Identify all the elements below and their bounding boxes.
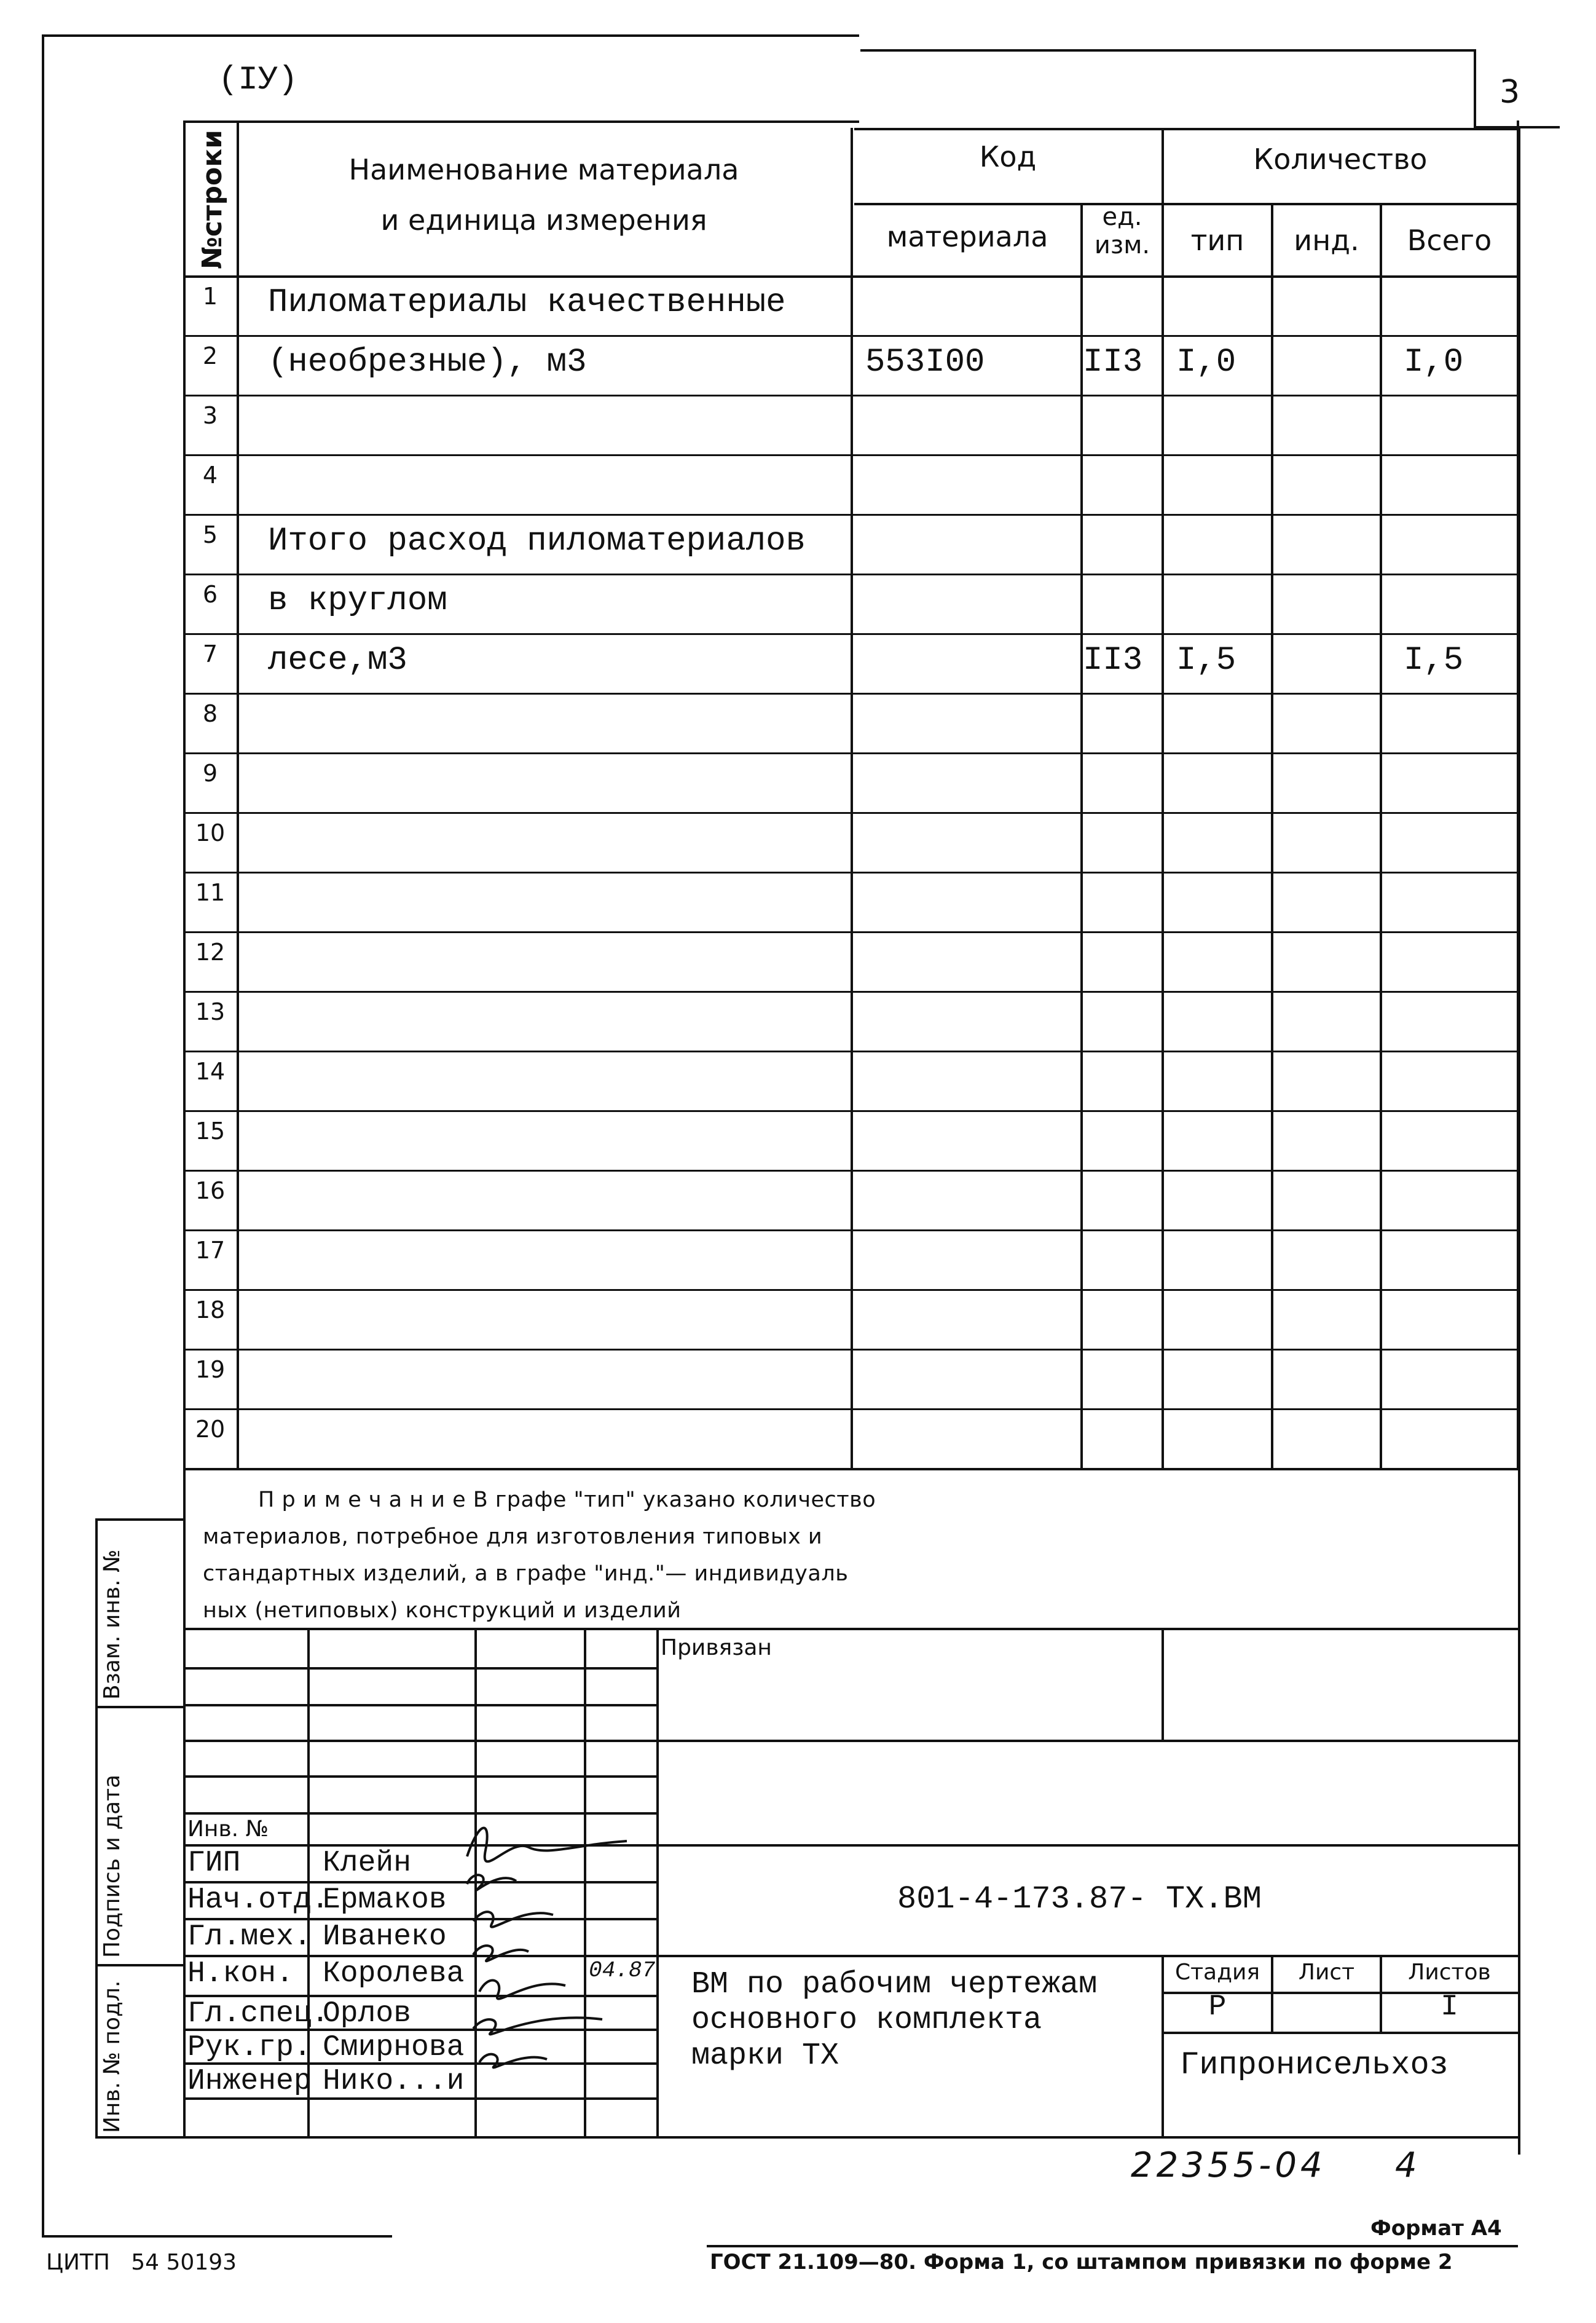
row-number: 3 — [202, 402, 218, 429]
row-number: 1 — [202, 283, 218, 310]
stage-value: Р — [1208, 1990, 1227, 2024]
table-row — [183, 275, 1518, 335]
signatory-role: ГИП — [187, 1847, 241, 1880]
signatory-role: Рук.гр. — [187, 2031, 312, 2064]
cell-code: 553I00 — [865, 344, 985, 381]
signatory-role: Инженер — [187, 2065, 312, 2098]
note-line-2: материалов, потребное для изготовления типовых и — [203, 1524, 823, 1549]
organization-name: Гипронисельхоз — [1180, 2047, 1449, 2083]
table-row — [183, 1349, 1518, 1408]
vzam-inv-label: Взам. инв. № — [100, 1549, 125, 1700]
signatory-role: Н.кон. — [187, 1957, 294, 1990]
table-row — [183, 991, 1518, 1051]
table-row — [183, 633, 1518, 693]
table-row — [183, 395, 1518, 454]
section-marker: (IУ) — [218, 61, 298, 99]
cell-type: I,0 — [1176, 344, 1236, 381]
materials-table-body — [183, 275, 1518, 1470]
col-qty-header: Количество — [1253, 143, 1428, 176]
row-number: 8 — [202, 700, 218, 727]
stage-label: Стадия — [1174, 1960, 1260, 1985]
signatory-role: Гл.мех. — [187, 1920, 312, 1954]
row-number: 20 — [195, 1416, 226, 1443]
table-row — [183, 693, 1518, 752]
row-number: 4 — [202, 462, 218, 489]
cell-name: лесе,м3 — [268, 642, 407, 679]
table-row — [183, 335, 1518, 395]
table-row — [183, 514, 1518, 574]
document-title-line-1: ВМ по рабочим чертежам — [691, 1967, 1098, 2002]
col-code-material-header: материала — [886, 220, 1048, 253]
signatory-role: Нач.отд. — [187, 1883, 329, 1917]
row-number: 11 — [195, 879, 226, 906]
table-row — [183, 454, 1518, 514]
sheets-value: I — [1441, 1990, 1458, 2024]
row-number: 16 — [195, 1177, 226, 1204]
document-title-line-2: основного комплекта — [691, 2003, 1042, 2038]
row-number: 17 — [195, 1237, 226, 1264]
row-number: 2 — [202, 342, 218, 369]
col-ind-header: инд. — [1294, 224, 1359, 257]
note-line-1: П р и м е ч а н и е В графе "тип" указано количество — [258, 1488, 876, 1512]
row-number: 14 — [195, 1058, 226, 1085]
cell-unit: II3 — [1083, 642, 1143, 679]
approval-date: 04.87 — [589, 1958, 656, 1983]
row-number: 19 — [195, 1356, 226, 1383]
left-code: ЦИТП 54 50193 — [46, 2250, 237, 2275]
row-number: 7 — [202, 641, 218, 668]
document-title — [691, 1967, 1097, 2074]
signatory-role: Гл.спец. — [187, 1997, 329, 2030]
row-number: 15 — [195, 1118, 226, 1145]
cell-type: I,5 — [1176, 642, 1236, 679]
page-number: 3 — [1500, 74, 1520, 111]
col-code-header: Код — [979, 140, 1037, 173]
signatory-name: Ермаков — [323, 1883, 447, 1917]
row-number: 18 — [195, 1296, 226, 1323]
col-total-header: Всего — [1407, 224, 1492, 257]
note-line-3: стандартных изделий, а в графе "инд."— индивидуаль — [203, 1561, 849, 1586]
table-row — [183, 1229, 1518, 1289]
signatory-name: Клейн — [323, 1847, 412, 1880]
row-number: 13 — [195, 998, 226, 1025]
signature-date-label: Подпись и дата — [100, 1774, 125, 1958]
inv-no-label: Инв. № — [187, 1816, 269, 1842]
row-number: 6 — [202, 581, 218, 608]
table-row — [183, 1051, 1518, 1110]
row-number: 5 — [202, 521, 218, 548]
sheets-label: Листов — [1408, 1960, 1491, 1985]
signatory-name: Иванеко — [323, 1920, 447, 1954]
cell-name: (необрезные), м3 — [268, 344, 587, 381]
table-row — [183, 752, 1518, 812]
row-number: 9 — [202, 760, 218, 787]
inv-podl-label: Инв. № подл. — [100, 1980, 125, 2133]
row-number: 12 — [195, 939, 226, 966]
signatory-name: Смирнова — [323, 2031, 465, 2064]
signatory-name: Орлов — [323, 1997, 412, 2030]
table-row — [183, 1408, 1518, 1468]
table-row — [183, 574, 1518, 633]
cell-name: Итого расход пиломатериалов — [268, 523, 806, 560]
col-name-header: Наименование материала и единица измерения — [348, 153, 739, 237]
cell-name: Пиломатериалы качественные — [268, 284, 786, 321]
table-row — [183, 812, 1518, 872]
note-line-4: ных (нетиповых) конструкций и изделий — [203, 1598, 682, 1623]
table-row — [183, 872, 1518, 931]
privyazan-label: Привязан — [661, 1635, 772, 1660]
format-label: Формат А4 — [1370, 2216, 1502, 2241]
table-row — [183, 1289, 1518, 1349]
gost-reference: ГОСТ 21.109—80. Форма 1, со штампом привязки по форме 2 — [710, 2250, 1453, 2274]
note-block — [203, 1481, 876, 1629]
cell-total: I,5 — [1404, 642, 1464, 679]
table-row — [183, 931, 1518, 991]
table-row — [183, 1110, 1518, 1170]
signatory-name: Нико...и — [323, 2065, 465, 2098]
cell-unit: II3 — [1083, 344, 1143, 381]
row-number: 10 — [195, 819, 226, 846]
document-designation: 801-4-173.87- ТХ.ВМ — [897, 1881, 1262, 1917]
cell-total: I,0 — [1404, 344, 1464, 381]
table-row — [183, 1170, 1518, 1229]
col-row-no-header: №строки — [197, 130, 228, 269]
col-type-header: тип — [1190, 224, 1244, 257]
archive-sheet: 4 — [1395, 2145, 1417, 2185]
document-title-line-3: марки ТХ — [691, 2038, 839, 2073]
archive-number: 22355-04 — [1131, 2145, 1326, 2185]
sheet-label: Лист — [1298, 1960, 1355, 1985]
cell-name: в круглом — [268, 582, 447, 620]
col-unit-header: ед. изм. — [1094, 203, 1150, 259]
signatory-name: Королева — [323, 1957, 465, 1990]
